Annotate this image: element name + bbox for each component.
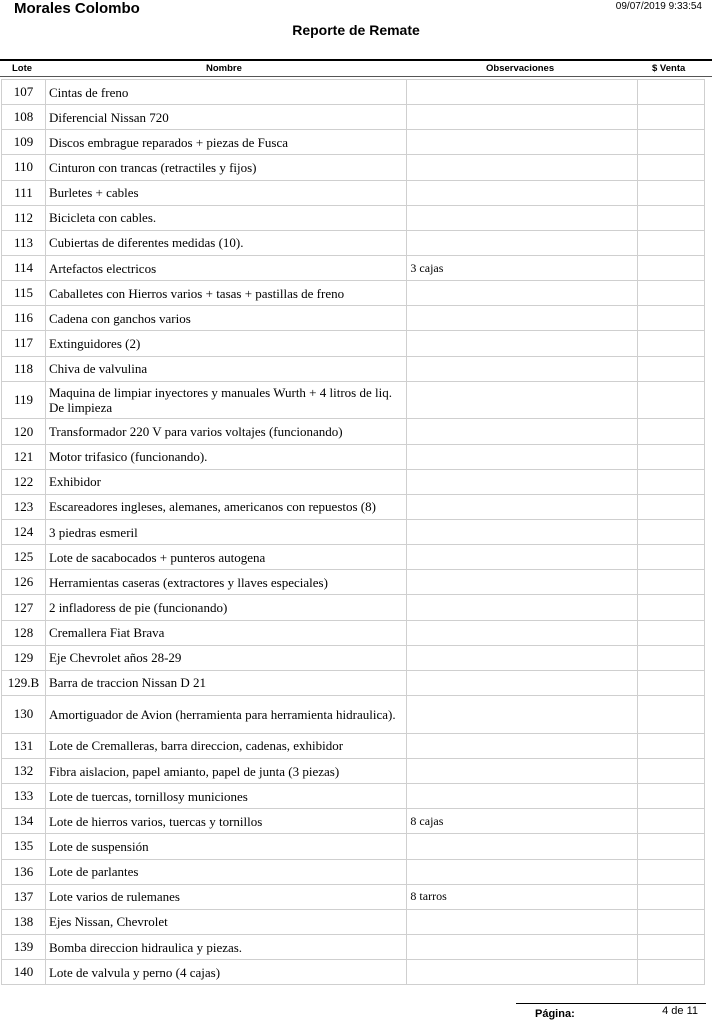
page-number: 4 de 11 [662,1005,698,1017]
lote-cell: 124 [2,520,46,544]
venta-cell [638,181,705,205]
venta-cell [638,520,705,544]
lote-cell: 114 [2,256,46,280]
observaciones-cell [407,860,638,884]
table-row [2,910,705,935]
observaciones-cell [407,621,638,645]
table-row [2,306,705,331]
observaciones-cell [407,910,638,934]
table-row [2,256,705,281]
venta-cell [638,784,705,808]
observaciones-cell [407,520,638,544]
table-row [2,834,705,859]
table-row [2,357,705,382]
observaciones-cell: 3 cajas [407,256,638,280]
observaciones-cell: 8 cajas [407,809,638,833]
nombre-cell: Artefactos electricos [46,256,407,280]
nombre-cell: Lote de valvula y perno (4 cajas) [46,960,407,984]
lote-cell: 130 [2,696,46,733]
venta-cell [638,621,705,645]
column-header-nombre: Nombre [206,63,242,74]
nombre-cell: Discos embrague reparados + piezas de Fusca [46,130,407,154]
nombre-cell: Extinguidores (2) [46,331,407,355]
observaciones-cell [407,206,638,230]
venta-cell [638,281,705,305]
lot-table [1,79,705,985]
table-row [2,470,705,495]
observaciones-cell [407,834,638,858]
observaciones-cell [407,671,638,695]
venta-cell [638,306,705,330]
lote-cell: 116 [2,306,46,330]
observaciones-cell [407,646,638,670]
table-row [2,80,705,105]
observaciones-cell [407,80,638,104]
nombre-cell: Maquina de limpiar inyectores y manuales Wurth + 4 litros de liq. De limpieza [46,382,407,419]
column-header-row [0,59,712,77]
observaciones-cell [407,357,638,381]
table-row [2,331,705,356]
lote-cell: 129 [2,646,46,670]
venta-cell [638,671,705,695]
table-row [2,495,705,520]
nombre-cell: Chiva de valvulina [46,357,407,381]
table-row [2,935,705,960]
nombre-cell: Cadena con ganchos varios [46,306,407,330]
lote-cell: 122 [2,470,46,494]
lote-cell: 119 [2,382,46,419]
nombre-cell: Bicicleta con cables. [46,206,407,230]
table-row [2,734,705,759]
lote-cell: 131 [2,734,46,758]
observaciones-cell [407,181,638,205]
venta-cell [638,595,705,619]
observaciones-cell [407,231,638,255]
nombre-cell: Exhibidor [46,470,407,494]
lote-cell: 112 [2,206,46,230]
nombre-cell: Cremallera Fiat Brava [46,621,407,645]
venta-cell [638,357,705,381]
table-row [2,809,705,834]
lote-cell: 117 [2,331,46,355]
table-row [2,759,705,784]
observaciones-cell: 8 tarros [407,885,638,909]
nombre-cell: Motor trifasico (funcionando). [46,445,407,469]
table-row [2,520,705,545]
table-row [2,960,705,985]
lote-cell: 138 [2,910,46,934]
observaciones-cell [407,935,638,959]
report-title: Reporte de Remate [292,22,420,38]
lote-cell: 127 [2,595,46,619]
observaciones-cell [407,595,638,619]
venta-cell [638,231,705,255]
table-row [2,419,705,444]
venta-cell [638,105,705,129]
table-row [2,671,705,696]
column-header-lote: Lote [12,63,33,74]
table-row [2,105,705,130]
venta-cell [638,470,705,494]
lote-cell: 113 [2,231,46,255]
venta-cell [638,646,705,670]
lote-cell: 134 [2,809,46,833]
nombre-cell: Lote de tuercas, tornillosy municiones [46,784,407,808]
venta-cell [638,860,705,884]
observaciones-cell [407,495,638,519]
page-label: Página: [535,1008,575,1020]
observaciones-cell [407,784,638,808]
venta-cell [638,155,705,179]
report-datetime: 09/07/2019 9:33:54 [615,1,702,12]
nombre-cell: Escareadores ingleses, alemanes, americanos con repuestos (8) [46,495,407,519]
lote-cell: 118 [2,357,46,381]
observaciones-cell [407,155,638,179]
venta-cell [638,495,705,519]
lote-cell: 107 [2,80,46,104]
venta-cell [638,256,705,280]
venta-cell [638,885,705,909]
nombre-cell: Eje Chevrolet años 28-29 [46,646,407,670]
venta-cell [638,935,705,959]
observaciones-cell [407,734,638,758]
venta-cell [638,759,705,783]
venta-cell [638,910,705,934]
lote-cell: 121 [2,445,46,469]
table-row [2,595,705,620]
lote-cell: 135 [2,834,46,858]
table-row [2,885,705,910]
venta-cell [638,130,705,154]
nombre-cell: Cinturon con trancas (retractiles y fijos) [46,155,407,179]
lote-cell: 125 [2,545,46,569]
nombre-cell: 2 infladoress de pie (funcionando) [46,595,407,619]
observaciones-cell [407,570,638,594]
nombre-cell: Cintas de freno [46,80,407,104]
lote-cell: 110 [2,155,46,179]
table-row [2,646,705,671]
lote-cell: 109 [2,130,46,154]
nombre-cell: Bomba direccion hidraulica y piezas. [46,935,407,959]
nombre-cell: Lote de suspensión [46,834,407,858]
observaciones-cell [407,382,638,419]
nombre-cell: Lote de Cremalleras, barra direccion, cadenas, exhibidor [46,734,407,758]
nombre-cell: Transformador 220 V para varios voltajes (funcionando) [46,419,407,443]
nombre-cell: Burletes + cables [46,181,407,205]
footer-divider [516,1003,706,1004]
table-row [2,130,705,155]
lote-cell: 136 [2,860,46,884]
observaciones-cell [407,759,638,783]
lote-cell: 123 [2,495,46,519]
lote-cell: 133 [2,784,46,808]
venta-cell [638,545,705,569]
venta-cell [638,960,705,984]
venta-cell [638,809,705,833]
lote-cell: 126 [2,570,46,594]
observaciones-cell [407,419,638,443]
nombre-cell: Diferencial Nissan 720 [46,105,407,129]
venta-cell [638,570,705,594]
nombre-cell: Caballetes con Hierros varios + tasas + pastillas de freno [46,281,407,305]
lote-cell: 139 [2,935,46,959]
observaciones-cell [407,105,638,129]
nombre-cell: Lote de hierros varios, tuercas y tornillos [46,809,407,833]
company-name: Morales Colombo [14,0,140,17]
venta-cell [638,206,705,230]
column-header-venta: $ Venta [652,63,686,74]
lote-cell: 129.B [2,671,46,695]
nombre-cell: Lote de parlantes [46,860,407,884]
nombre-cell: 3 piedras esmeril [46,520,407,544]
venta-cell [638,80,705,104]
observaciones-cell [407,130,638,154]
nombre-cell: Amortiguador de Avion (herramienta para herramienta hidraulica). [46,696,407,733]
venta-cell [638,445,705,469]
nombre-cell: Ejes Nissan, Chevrolet [46,910,407,934]
lote-cell: 111 [2,181,46,205]
nombre-cell: Cubiertas de diferentes medidas (10). [46,231,407,255]
observaciones-cell [407,545,638,569]
table-row [2,570,705,595]
observaciones-cell [407,445,638,469]
observaciones-cell [407,696,638,733]
table-row [2,621,705,646]
lote-cell: 140 [2,960,46,984]
observaciones-cell [407,306,638,330]
observaciones-cell [407,470,638,494]
table-row [2,231,705,256]
observaciones-cell [407,331,638,355]
venta-cell [638,696,705,733]
venta-cell [638,834,705,858]
table-row [2,784,705,809]
nombre-cell: Herramientas caseras (extractores y llaves especiales) [46,570,407,594]
table-row [2,206,705,231]
table-row [2,860,705,885]
nombre-cell: Barra de traccion Nissan D 21 [46,671,407,695]
nombre-cell: Fibra aislacion, papel amianto, papel de junta (3 piezas) [46,759,407,783]
observaciones-cell [407,281,638,305]
table-row [2,445,705,470]
table-row [2,181,705,206]
lote-cell: 132 [2,759,46,783]
lote-cell: 128 [2,621,46,645]
venta-cell [638,382,705,419]
table-row [2,545,705,570]
nombre-cell: Lote de sacabocados + punteros autogena [46,545,407,569]
lote-cell: 137 [2,885,46,909]
venta-cell [638,419,705,443]
column-header-observaciones: Observaciones [486,63,555,74]
observaciones-cell [407,960,638,984]
table-row [2,155,705,180]
lote-cell: 115 [2,281,46,305]
venta-cell [638,331,705,355]
table-row [2,382,705,420]
lote-cell: 120 [2,419,46,443]
venta-cell [638,734,705,758]
table-row [2,696,705,734]
lote-cell: 108 [2,105,46,129]
table-row [2,281,705,306]
nombre-cell: Lote varios de rulemanes [46,885,407,909]
